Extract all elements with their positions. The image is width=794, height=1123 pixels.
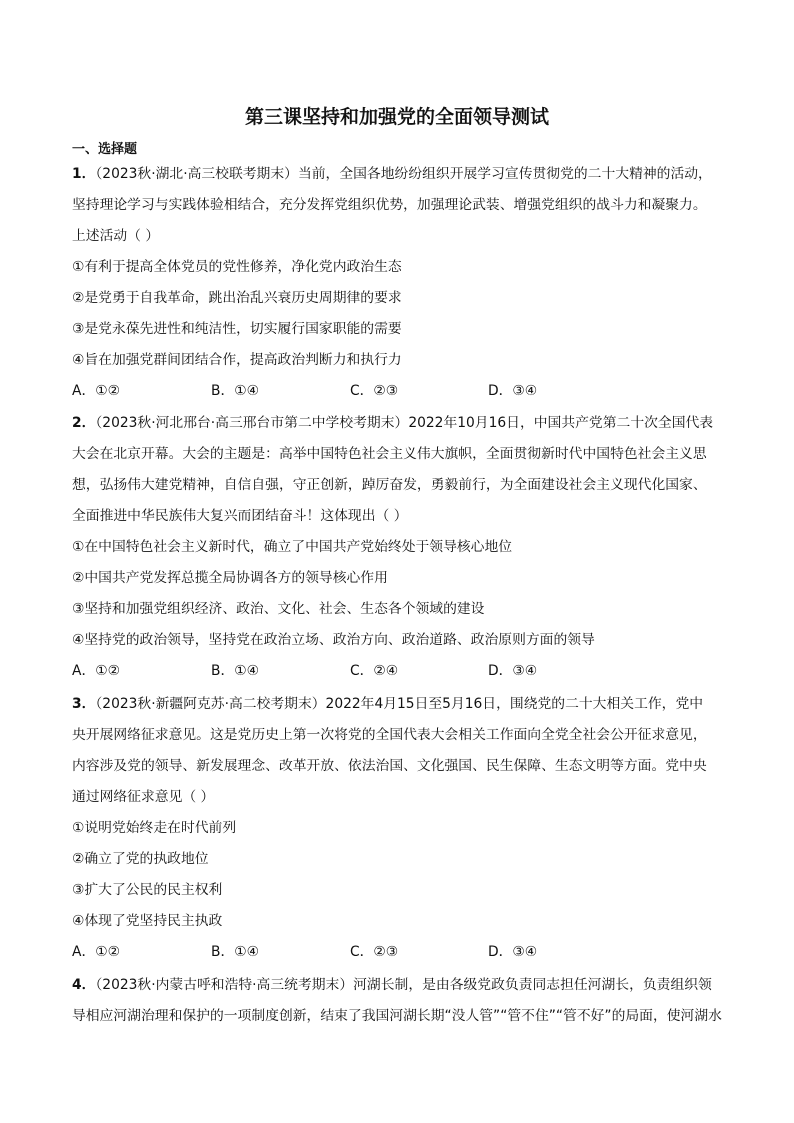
question-stem-line: 央开展网络征求意见。这是党历史上第一次将党的全国代表大会相关工作面向全党全社会公开征求意见， xyxy=(72,727,707,743)
question-stem-line: 导相应河湖治理和保护的一项制度创新，结束了我国河湖长期“没人管”“管不住”“管不好”的局面，使河湖水 xyxy=(72,1008,722,1024)
answer-option-b: B．①④ xyxy=(211,383,259,399)
answer-option-d: D．③④ xyxy=(488,383,538,399)
answer-option-c: C．②③ xyxy=(350,944,399,960)
question-stem-line: 1．（2023秋·湖北·高三校联考期末）当前，全国各地纷纷组织开展学习宣传贯彻党的二十大精神的活动， xyxy=(72,166,712,182)
page-title: 第三课坚持和加强党的全面领导测试 xyxy=(244,106,549,128)
answer-options xyxy=(72,937,722,968)
question-3 xyxy=(72,689,722,968)
question-stem-line: 想，弘扬伟大建党精神，自信自强，守正创新，踔厉奋发，勇毅前行，为全面建设社会主义现代化国家、 xyxy=(72,477,707,493)
question-stem-line: 内容涉及党的领导、新发展理念、改革开放、依法治国、文化强国、民生保障、生态文明等方面。党中央 xyxy=(72,758,707,774)
answer-option-c: C．②③ xyxy=(350,383,399,399)
statement-item: ④体现了党坚持民主执政 xyxy=(72,913,223,929)
answer-options xyxy=(72,656,722,687)
question-stem-line: 坚持理论学习与实践体验相结合，充分发挥党组织优势，加强理论武装、增强党组织的战斗力和凝聚力。 xyxy=(72,197,707,213)
statement-item: ③是党永葆先进性和纯洁性，切实履行国家职能的需要 xyxy=(72,321,402,337)
question-4 xyxy=(72,970,722,1032)
question-number: 4． xyxy=(72,977,96,993)
question-stem-line: 3．（2023秋·新疆阿克苏·高二校考期末）2022年4月15日至5月16日，围绕党的二十大相关工作，党中 xyxy=(72,696,704,712)
statement-item: ①在中国特色社会主义新时代，确立了中国共产党始终处于领导核心地位 xyxy=(72,539,513,555)
question-number: 2． xyxy=(72,415,96,431)
statement-item: ①有利于提高全体党员的党性修养，净化党内政治生态 xyxy=(72,259,402,275)
question-stem-line: 大会在北京开幕。大会的主题是：高举中国特色社会主义伟大旗帜，全面贯彻新时代中国特色社会主义思 xyxy=(72,446,707,462)
section-heading: 一、选择题 xyxy=(72,142,138,157)
answer-option-a: A．①② xyxy=(72,663,120,679)
question-2 xyxy=(72,408,722,687)
answer-option-a: A．①② xyxy=(72,383,120,399)
question-number: 1． xyxy=(72,166,96,182)
answer-option-d: D．③④ xyxy=(488,944,538,960)
answer-option-c: C．②④ xyxy=(350,663,399,679)
statement-item: ②中国共产党发挥总揽全局协调各方的领导核心作用 xyxy=(72,570,388,586)
statement-item: ④坚持党的政治领导，坚持党在政治立场、政治方向、政治道路、政治原则方面的领导 xyxy=(72,632,595,648)
statement-item: ④旨在加强党群间团结合作，提高政治判断力和执行力 xyxy=(72,352,402,368)
question-stem-line: 2．（2023秋·河北邢台·高三邢台市第二中学校考期末）2022年10月16日，中国共产党第二十次全国代表 xyxy=(72,415,714,431)
statement-item: ②确立了党的执政地位 xyxy=(72,851,209,867)
question-1 xyxy=(72,159,722,407)
statement-item: ③扩大了公民的民主权利 xyxy=(72,882,223,898)
statement-item: ②是党勇于自我革命，跳出治乱兴衰历史周期律的要求 xyxy=(72,290,402,306)
question-stem-line: 4．（2023秋·内蒙古呼和浩特·高三统考期末）河湖长制，是由各级党政负责同志担任河湖长，负责组织领 xyxy=(72,977,712,993)
question-number: 3． xyxy=(72,696,96,712)
statement-item: ③坚持和加强党组织经济、政治、文化、社会、生态各个领域的建设 xyxy=(72,601,485,617)
answer-option-b: B．①④ xyxy=(211,663,259,679)
answer-option-b: B．①④ xyxy=(211,944,259,960)
question-stem-line: 全面推进中华民族伟大复兴而团结奋斗！这体现出（ ） xyxy=(72,508,408,524)
question-stem-line: 上述活动（ ） xyxy=(72,228,160,244)
answer-option-a: A．①② xyxy=(72,944,120,960)
answer-option-d: D．③④ xyxy=(488,663,538,679)
statement-item: ①说明党始终走在时代前列 xyxy=(72,820,237,836)
answer-options xyxy=(72,376,722,407)
question-stem-line: 通过网络征求意见（ ） xyxy=(72,789,215,805)
